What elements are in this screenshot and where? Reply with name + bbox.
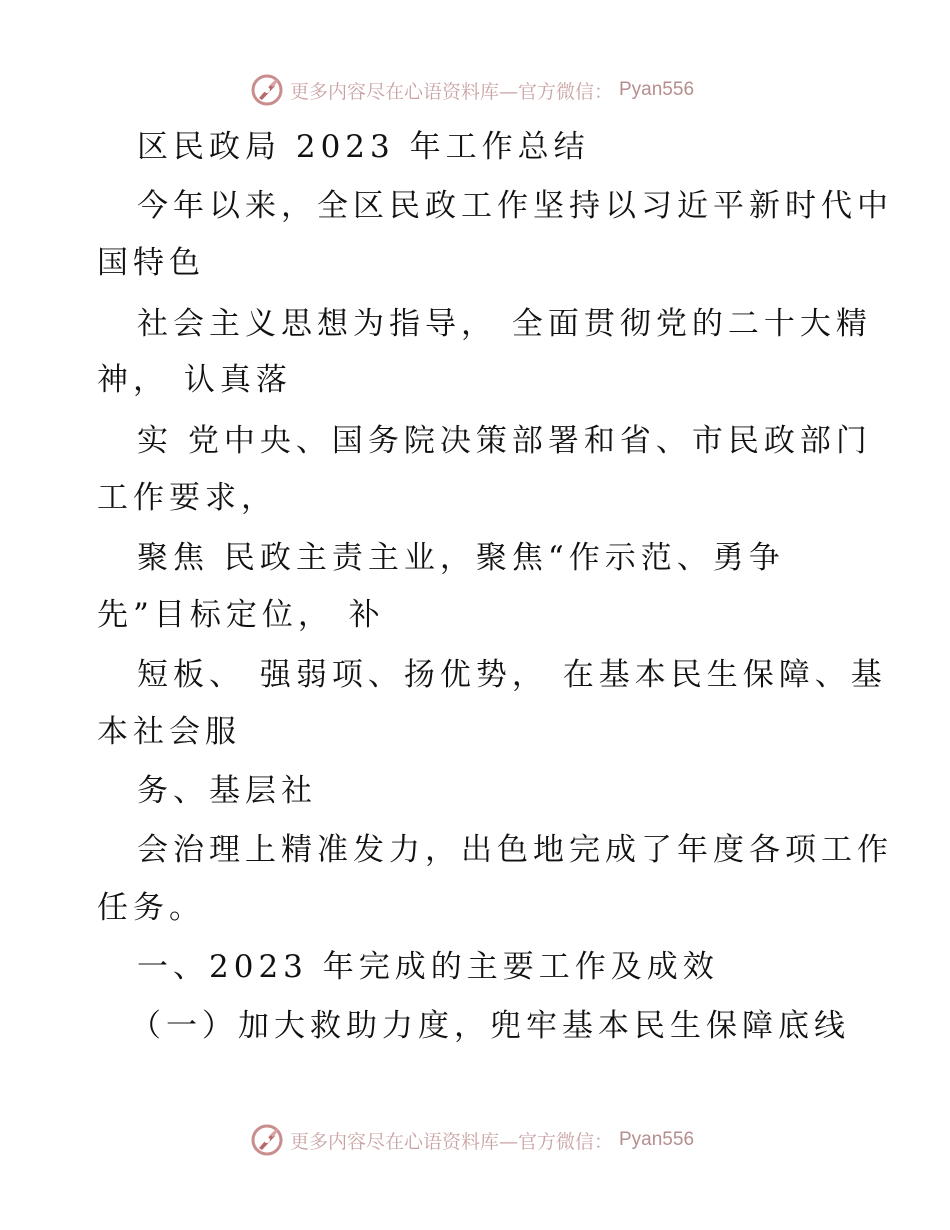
doc-line: 任务。 <box>97 890 205 926</box>
doc-title: 区民政局 2023 年工作总结 <box>137 129 590 165</box>
doc-line: 务、基层社 <box>137 773 317 809</box>
doc-line: 神， 认真落 <box>97 362 292 398</box>
doc-line: 聚焦 民政主责主业，聚焦“作示范、勇争 <box>137 540 785 576</box>
quill-seal-icon <box>250 73 284 107</box>
header-watermark-inner <box>250 73 694 107</box>
doc-line: 本社会服 <box>97 714 241 750</box>
doc-line: 今年以来，全区民政工作坚持以习近平新时代中 <box>137 188 893 224</box>
doc-line: 社会主义思想为指导， 全面贯彻党的二十大精 <box>137 306 872 342</box>
section-heading: 一、2023 年完成的主要工作及成效 <box>137 949 719 985</box>
header-brand-text: 更多内容尽在心语资料库—官方微信： <box>289 80 613 103</box>
doc-line: 工作要求， <box>97 480 277 516</box>
doc-line: 短板、 强弱项、扬优势， 在基本民生保障、基 <box>137 657 887 693</box>
footer-watermark <box>0 1120 950 1160</box>
doc-line: 国特色 <box>97 245 205 281</box>
doc-line: 会治理上精准发力，出色地完成了年度各项工作 <box>137 832 893 868</box>
footer-wechat-id: Pyan556 <box>619 1129 695 1150</box>
doc-line: 先”目标定位， 补 <box>97 597 385 633</box>
header-wechat-id: Pyan556 <box>619 79 695 100</box>
subsection-heading: （一）加大救助力度，兜牢基本民生保障底线 <box>130 1008 850 1044</box>
doc-line: 实 党中央、国务院决策部署和省、市民政部门 <box>137 423 872 459</box>
footer-watermark-inner <box>250 1123 694 1157</box>
quill-seal-icon <box>250 1123 284 1157</box>
footer-brand-text: 更多内容尽在心语资料库—官方微信： <box>289 1130 613 1153</box>
header-watermark <box>0 70 950 110</box>
